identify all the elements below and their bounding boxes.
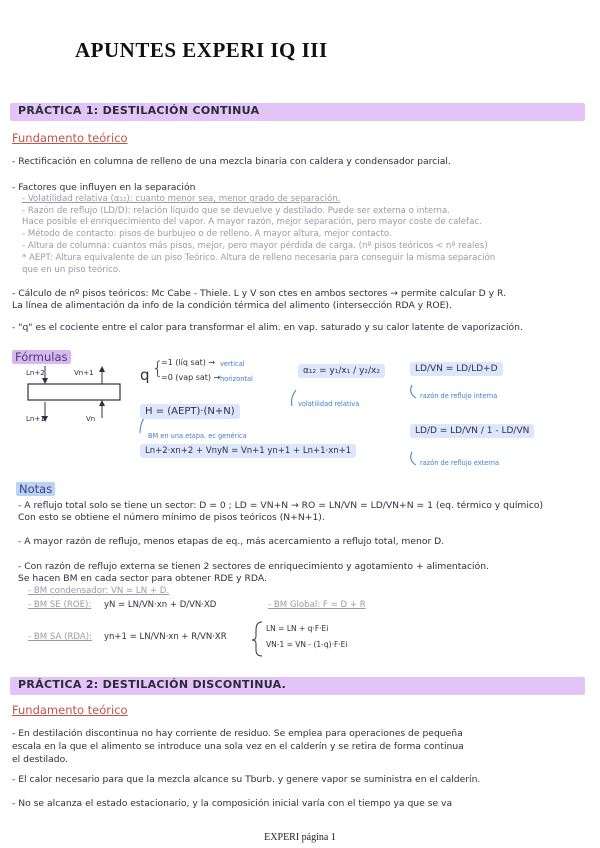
q-case2-note: horizontal [220, 375, 253, 383]
p2-fundamento-title: Fundamento teórico [12, 703, 128, 717]
q-case1-note: vertical [220, 360, 245, 368]
nota-reflujo-total-cont: Con esto se obtiene el número mínimo de pisos teóricos (N+N+1). [18, 512, 325, 523]
factor-volatilidad: - Volatilidad relativa (α₁₂): cuanto menor sea, menor grado de separación. [22, 194, 341, 204]
alpha-note: volatilidad relativa [298, 400, 360, 408]
bm-formula: Ln+2·xn+2 + VnyN = Vn+1 yn+1 + Ln+1·xn+1 [140, 444, 356, 458]
q-case1: =1 (líq sat) → [161, 358, 216, 367]
stage-rectangle [28, 384, 120, 400]
label-ln1: Ln+1 [26, 415, 45, 423]
p2-line3: el destilado. [12, 754, 68, 765]
aept-note-cont: que en un piso teórico. [22, 265, 121, 275]
nota-reflujo-total: - A reflujo total solo se tiene un sector: D = 0 ; LD = VN+N → RO = LN/VN = LD/VN+N = 1 (eq. térmico y químico) [18, 500, 544, 511]
aept-note: * AEPT: Altura equivalente de un piso Teórico. Altura de relleno necesaria para conseguir la misma separación [22, 253, 496, 263]
h-formula: H = (AEPT)·(N+N) [140, 404, 240, 419]
bm-se-label: - BM SE (ROE): [28, 600, 92, 610]
reflux-internal-note: razón de reflujo interna [420, 392, 498, 400]
q-definition: - "q" es el cociente entre el calor para transformar el alim. en vap. saturado y su calor latente de vaporización. [12, 322, 523, 333]
nota-mayor-razon: - A mayor razón de reflujo, menos etapas de eq., más acercamiento a reflujo total, menor D. [18, 536, 445, 547]
calculo-line2: La línea de alimentación da info de la condición térmica del alimento (intersección RDA y ROE). [12, 300, 452, 311]
q-case2: =0 (vap sat) → [161, 373, 221, 382]
bm-global: - BM Global: F = D + R [268, 600, 366, 610]
reflux-external-formula: LD/D = LD/VN / 1 - LD/VN [410, 424, 534, 438]
page-footer: EXPERI página 1 [264, 832, 336, 843]
bm-condensador: - BM condensador: VN = LN + D. [28, 586, 170, 596]
factor-metodo: - Método de contacto: pisos de burbujeo o de relleno. A mayor altura, mejor contacto. [22, 229, 392, 239]
brace-eq2: VN-1 = VN - (1-q)·F·Ei [266, 640, 348, 649]
factor-reflujo: - Razón de reflujo (LD/D): relación líquido que se devuelve y destilado. Puede ser externa o interna. [22, 206, 450, 216]
p2-line2: escala en la que el alimento se introduce una sola vez en el calderín y se retira de forma continua [12, 741, 464, 752]
q-brace: { [152, 358, 164, 379]
label-ln2: Ln+2 [26, 369, 45, 377]
bm-sa-equation: yn+1 = LN/VN·xn + R/VN·XR [104, 632, 227, 642]
fundamento-title: Fundamento teórico [12, 131, 128, 145]
factores-title: - Factores que influyen en la separación [12, 182, 196, 193]
nota-razon-externa-cont: Se hacen BM en cada sector para obtener RDE y RDA. [18, 573, 267, 584]
q-symbol: q [140, 366, 150, 384]
document-title: APUNTES EXPERI IQ III [75, 38, 328, 62]
practica2-heading-band [10, 677, 585, 695]
bm-sa-label: - BM SA (RDA): [28, 632, 93, 642]
brace-eq1: LN = LN + q·F·Ei [266, 624, 329, 633]
practica1-heading: PRÁCTICA 1: DESTILACIÓN CONTINUA [18, 104, 260, 117]
p2-line4: - El calor necesario para que la mezcla alcance su Tburb. y genere vapor se suministra en el calderín. [12, 774, 481, 785]
nota-razon-externa: - Con razón de reflujo externa se tienen 2 sectores de enriquecimiento y agotamiento + alimentación. [18, 561, 489, 572]
factor-altura: - Altura de columna: cuantos más pisos, mejor, pero mayor pérdida de carga. (nº pisos teóricos < nº reales) [22, 241, 488, 251]
bm-note: BM en una etapa. ec genérica [148, 432, 247, 440]
reflux-external-note: razón de reflujo externa [420, 459, 500, 467]
bm-se-equation: yN = LN/VN·xn + D/VN·XD [104, 600, 217, 610]
reflux-internal-formula: LD/VN = LD/LD+D [410, 362, 503, 376]
p2-line1: - En destilación discontinua no hay corriente de residuo. Se emplea para operaciones de pequeña [12, 728, 463, 739]
formulas-title-text: Fórmulas [12, 350, 71, 364]
label-vn1: Vn+1 [74, 369, 94, 377]
alpha-formula: α₁₂ = y₁/x₁ / y₂/x₂ [298, 364, 385, 378]
calculo-line1: - Cálculo de nº pisos teóricos: Mc Cabe - Thiele. L y V son ctes en ambos sectores → permite calcular D y R. [12, 288, 506, 299]
practica2-heading: PRÁCTICA 2: DESTILACIÓN DISCONTINUA. [18, 678, 287, 691]
p2-line5: - No se alcanza el estado estacionario, y la composición inicial varía con el tiempo ya que se va [12, 798, 453, 809]
factor-reflujo-cont: Hace posible el enriquecimiento del vapor. A mayor razón, mejor separación, pero mayor coste de calefac. [22, 217, 482, 227]
notas-title [16, 478, 55, 497]
label-vn: Vn [86, 415, 96, 423]
notas-title-text: Notas [16, 482, 55, 496]
rectificacion-line: - Rectificación en columna de relleno de una mezcla binaria con caldera y condensador parcial. [12, 156, 451, 167]
